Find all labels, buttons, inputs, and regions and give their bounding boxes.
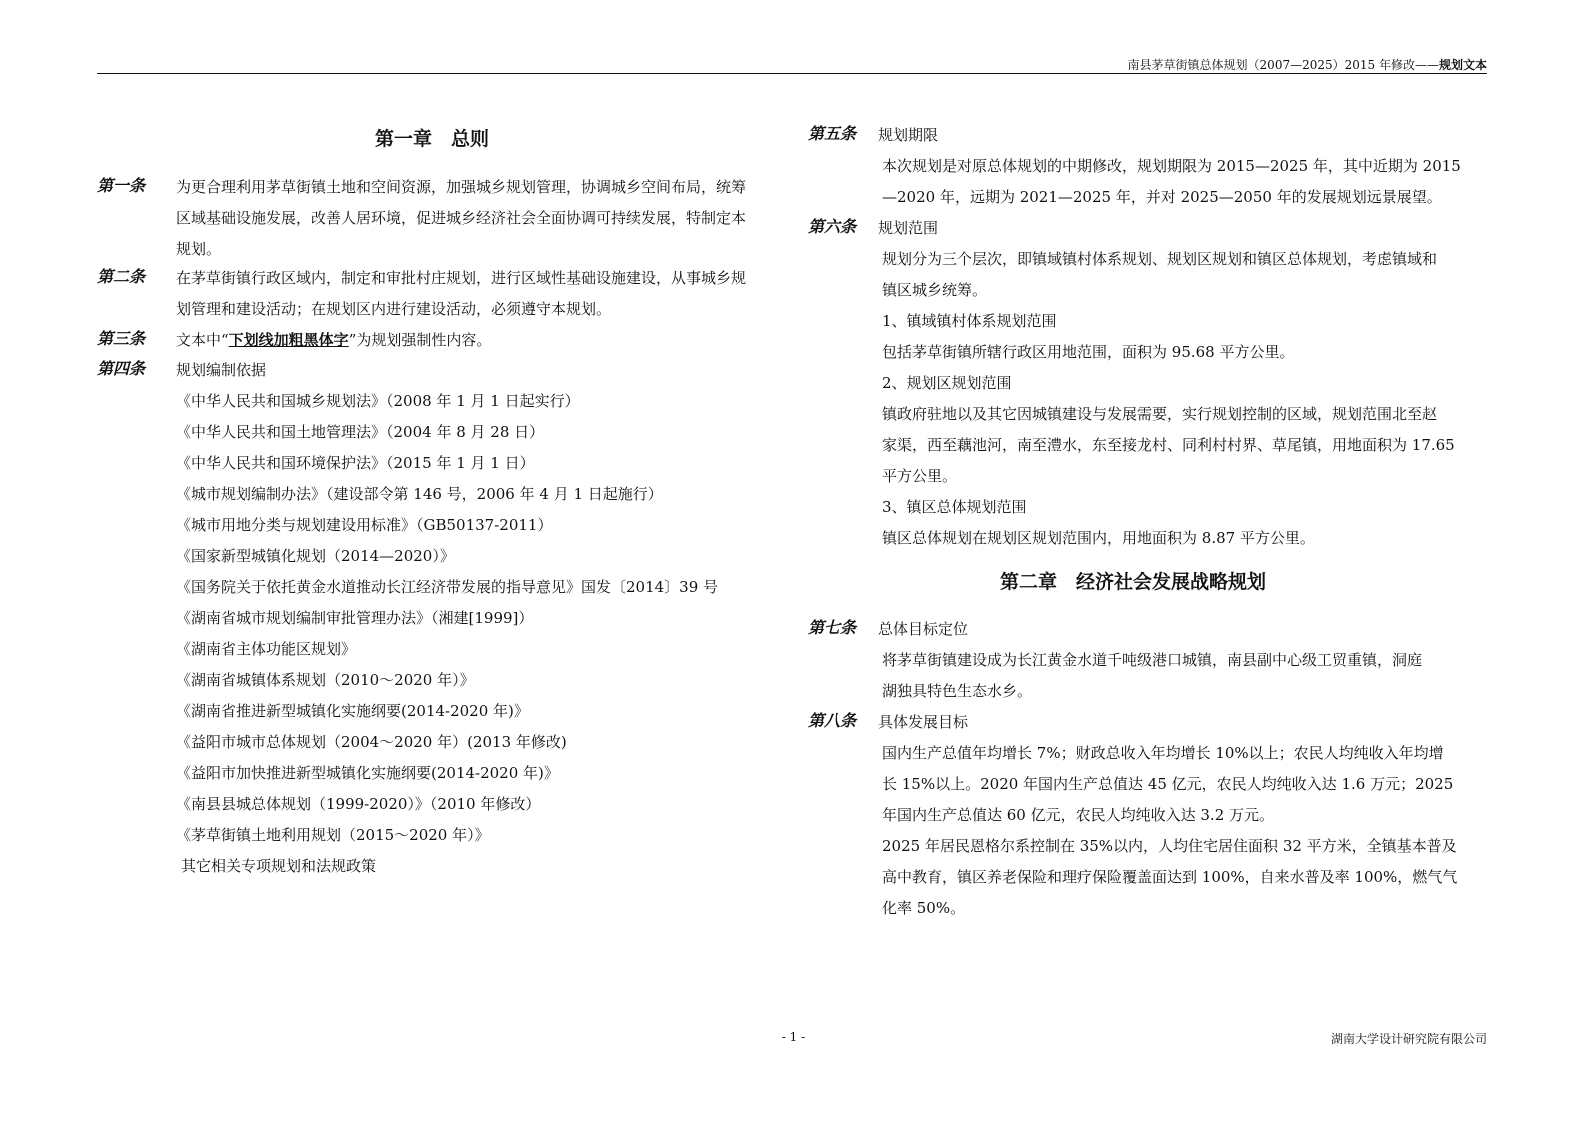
- article-6-line: 家渠，西至藕池河，南至澧水，东至接龙村、同利村村界、草尾镇，用地面积为 17.65: [882, 436, 1455, 454]
- article-8-line: 2025 年居民恩格尔系控制在 35%以内，人均住宅居住面积 32 平方米，全镇基本普及: [882, 837, 1457, 855]
- article-5-line: —2020 年，远期为 2021—2025 年，并对 2025—2050 年的发展规划远景展望。: [882, 188, 1442, 206]
- article-8-line: 年国内生产总值达 60 亿元，农民人均纯收入达 3.2 万元。: [882, 806, 1275, 824]
- reference-item: 《益阳市城市总体规划（2004～2020 年）(2013 年修改): [176, 733, 567, 751]
- article-6-label: 第六条: [808, 219, 857, 236]
- reference-item: 《国家新型城镇化规划（2014—2020）》: [176, 547, 455, 565]
- reference-item: 《中华人民共和国城乡规划法》（2008 年 1 月 1 日起实行）: [176, 392, 580, 410]
- article-6-title: 规划范围: [878, 219, 939, 237]
- article-6-line: 规划分为三个层次，即镇域镇村体系规划、规划区规划和镇区总体规划，考虑镇域和: [882, 250, 1438, 268]
- article-3-post: ”为规划强制性内容。: [348, 331, 492, 349]
- reference-item: 《中华人民共和国环境保护法》（2015 年 1 月 1 日）: [176, 454, 535, 472]
- article-1-line: 区域基础设施发展，改善人居环境，促进城乡经济社会全面协调可持续发展，特制定本: [176, 209, 747, 227]
- article-6-line: 镇区城乡统筹。: [882, 281, 988, 299]
- reference-item: 《城市规划编制办法》（建设部令第 146 号，2006 年 4 月 1 日起施行）: [176, 485, 663, 503]
- article-2-label: 第二条: [97, 269, 146, 286]
- reference-item: 其它相关专项规划和法规政策: [181, 857, 377, 875]
- article-6-line: 3、镇区总体规划范围: [882, 498, 1027, 516]
- reference-item: 《南县县城总体规划（1999-2020）》（2010 年修改）: [176, 795, 541, 813]
- header-title-bold: 规划文本: [1438, 58, 1487, 72]
- article-5-line: 本次规划是对原总体规划的中期修改，规划期限为 2015—2025 年，其中近期为 2015: [882, 157, 1461, 175]
- article-3-pre: 文本中“: [176, 331, 229, 349]
- article-5-label: 第五条: [808, 126, 857, 143]
- article-2-line: 在茅草街镇行政区域内，制定和审批村庄规划，进行区域性基础设施建设，从事城乡规: [176, 269, 747, 287]
- reference-item: 《湖南省城镇体系规划（2010～2020 年）》: [176, 671, 475, 689]
- article-6-line: 镇政府驻地以及其它因城镇建设与发展需要，实行规划控制的区域，规划范围北至赵: [882, 405, 1438, 423]
- article-4-label: 第四条: [97, 361, 146, 378]
- reference-item: 《国务院关于依托黄金水道推动长江经济带发展的指导意见》国发〔2014〕39 号: [176, 578, 719, 596]
- article-7-line: 湖独具特色生态水乡。: [882, 682, 1033, 700]
- article-1-line: 为更合理利用茅草街镇土地和空间资源，加强城乡规划管理，协调城乡空间布局，统筹: [176, 178, 747, 196]
- header-title: 南县茅草街镇总体规划（2007—2025）2015 年修改——: [1127, 58, 1439, 72]
- article-3-label: 第三条: [97, 331, 146, 348]
- reference-item: 《中华人民共和国土地管理法》（2004 年 8 月 28 日）: [176, 423, 545, 441]
- article-4-title: 规划编制依据: [176, 361, 267, 379]
- article-7-label: 第七条: [808, 620, 857, 637]
- article-6-line: 平方公里。: [882, 467, 958, 485]
- article-8-line: 高中教育，镇区养老保险和理疗保险覆盖面达到 100%，自来水普及率 100%，燃气气: [882, 868, 1458, 886]
- reference-item: 《益阳市加快推进新型城镇化实施纲要(2014-2020 年)》: [176, 764, 559, 782]
- reference-item: 《城市用地分类与规划建设用标准》（GB50137-2011）: [176, 516, 553, 534]
- article-1-line: 规划。: [176, 240, 222, 258]
- footer-organization: 湖南大学设计研究院有限公司: [1330, 1032, 1487, 1046]
- reference-item: 《茅草街镇土地利用规划（2015～2020 年）》: [176, 826, 490, 844]
- reference-item: 《湖南省推进新型城镇化实施纲要(2014-2020 年)》: [176, 702, 529, 720]
- article-3-emphasis: 下划线加粗黑体字: [228, 331, 349, 349]
- article-8-line: 长 15%以上。2020 年国内生产总值达 45 亿元，农民人均纯收入达 1.6 万元；2025: [882, 775, 1454, 793]
- chapter-2-title: 第二章 经济社会发展战略规划: [1000, 571, 1267, 593]
- article-8-title: 具体发展目标: [878, 713, 969, 731]
- article-1-label: 第一条: [97, 178, 146, 195]
- article-7-line: 将茅草街镇建设成为长江黄金水道千吨级港口城镇，南县副中心级工贸重镇，洞庭: [882, 651, 1423, 669]
- page-number: - 1 -: [781, 1030, 806, 1044]
- article-3-text: [176, 330, 491, 350]
- article-6-line: 2、规划区规划范围: [882, 374, 1012, 392]
- article-6-line: 镇区总体规划在规划区规划范围内，用地面积为 8.87 平方公里。: [882, 529, 1315, 547]
- article-8-line: 国内生产总值年均增长 7%；财政总收入年均增长 10%以上；农民人均纯收入年均增: [882, 744, 1444, 762]
- article-2-line: 划管理和建设活动；在规划区内进行建设活动，必须遵守本规划。: [176, 300, 612, 318]
- page-header: [97, 58, 1487, 72]
- reference-item: 《湖南省主体功能区规划》: [176, 640, 357, 658]
- reference-item: 《湖南省城市规划编制审批管理办法》（湘建[1999]）: [176, 609, 534, 627]
- article-6-line: 1、镇域镇村体系规划范围: [882, 312, 1057, 330]
- article-6-line: 包括茅草街镇所辖行政区用地范围，面积为 95.68 平方公里。: [882, 343, 1295, 361]
- article-8-label: 第八条: [808, 713, 857, 730]
- article-7-title: 总体目标定位: [878, 620, 969, 638]
- article-8-line: 化率 50%。: [882, 899, 966, 917]
- chapter-1-title: 第一章 总则: [375, 128, 490, 150]
- header-rule: [97, 73, 1487, 74]
- article-5-title: 规划期限: [878, 126, 939, 144]
